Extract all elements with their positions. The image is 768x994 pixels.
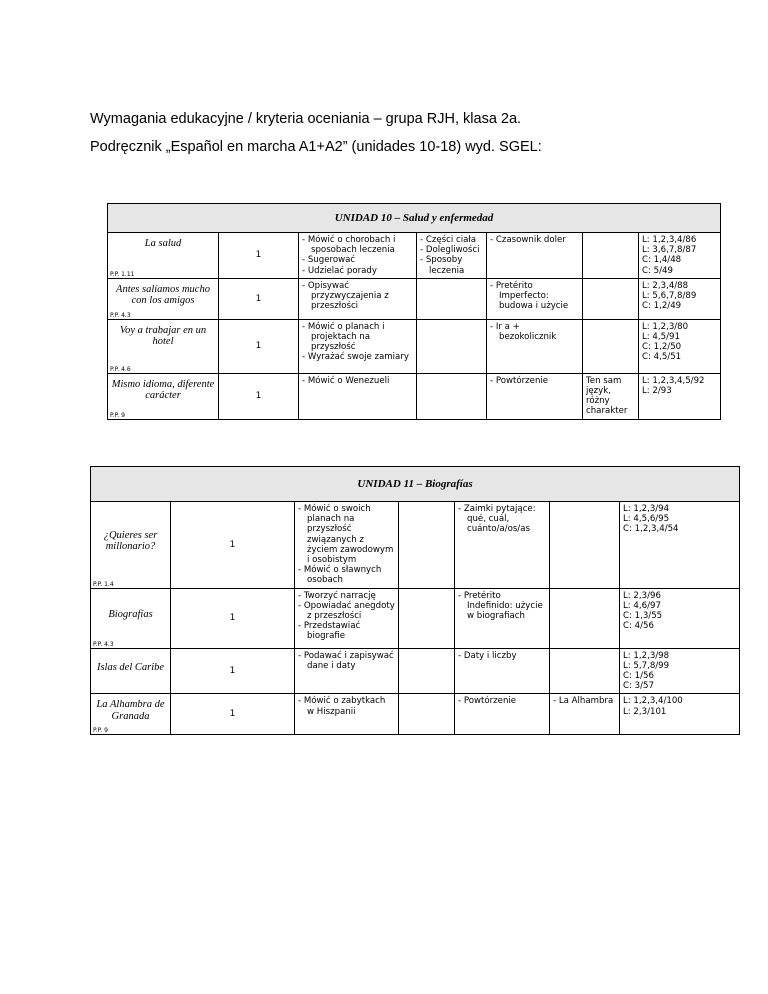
lesson-title: Mismo idioma, diferente carácter — [111, 378, 215, 402]
hours-cell: 1 — [171, 588, 295, 648]
list-item: - Mówić o chorobach i sposobach leczenia — [302, 235, 413, 255]
list-item: - Mówić o sławnych osobach — [298, 565, 395, 585]
text-line: L: 1,2,3/80 — [642, 321, 689, 332]
pp-reference: P.P. 1.11 — [110, 270, 135, 278]
pp-reference: P.P. 4.3 — [110, 311, 131, 319]
empty-cell — [399, 588, 455, 648]
vocabulary-cell — [417, 233, 487, 279]
empty-cell — [399, 502, 455, 589]
list-item: - Ir a + bezokolicznik — [490, 322, 579, 342]
list-item: - Udzielać porady — [302, 266, 413, 276]
culture-cell — [550, 648, 620, 694]
functions-cell — [299, 233, 417, 279]
functions-cell — [299, 278, 417, 319]
text-line: C: 4,5/51 — [642, 352, 682, 363]
text-line: Ten sam język, — [586, 375, 622, 397]
functions-list — [298, 651, 395, 671]
text-line: L: 2/93 — [642, 386, 672, 397]
list-item: - Podawać i zapisywać dane i daty — [298, 651, 395, 671]
culture-cell — [583, 233, 639, 279]
grammar-list — [490, 376, 579, 386]
list-item: - Wyrażać swoje zamiary — [302, 352, 413, 362]
list-item: - Powtórzenie — [490, 376, 579, 386]
text-line: C: 1,3/55 — [623, 611, 663, 622]
pp-reference: P.P. 1.4 — [93, 580, 114, 588]
functions-list — [298, 696, 395, 716]
lesson-title: La Alhambra de Granada — [96, 699, 165, 722]
pp-reference: P.P. 4.3 — [93, 640, 114, 648]
list-item: - Mówić o swoich planach na przyszłość związanych z życiem zawodowym i osobistym — [298, 504, 395, 565]
culture-cell — [550, 694, 620, 735]
lesson-cell — [108, 233, 219, 279]
text-line: C: 1,2/49 — [642, 301, 682, 312]
grammar-cell — [455, 502, 550, 589]
functions-cell — [295, 502, 399, 589]
table-row — [108, 373, 721, 419]
grammar-cell — [455, 648, 550, 694]
lesson-cell — [108, 373, 219, 419]
list-item: - La Alhambra — [553, 696, 616, 706]
lesson-title: Antes salíamos mucho con los amigos — [116, 283, 210, 307]
materials-cell — [620, 648, 740, 694]
hours-cell: 1 — [171, 694, 295, 735]
text-line: C: 3/57 — [623, 681, 654, 692]
list-item: - Mówić o zabytkach w Hiszpanii — [298, 696, 395, 716]
materials-cell — [620, 588, 740, 648]
materials-list — [642, 281, 717, 312]
list-item: - Opisywać przyzwyczajenia z przeszłości — [302, 281, 413, 312]
list-item: - Dolegliwości — [420, 245, 483, 255]
materials-list — [623, 696, 736, 716]
grammar-list — [490, 281, 579, 312]
lesson-cell — [91, 694, 171, 735]
text-line: L: 3,6,7,8/87 — [642, 245, 697, 256]
materials-list — [642, 376, 717, 396]
text-line: C: 4/56 — [623, 621, 654, 632]
list-item: - Opowiadać anegdoty z przeszłości — [298, 601, 395, 621]
text-line: L: 1,2,3,4,5/92 — [642, 375, 705, 386]
text-line: L: 1,2,3/98 — [623, 650, 670, 661]
list-item: - Mówić o Wenezueli — [302, 376, 413, 386]
text-line: C: 1,4/48 — [642, 255, 682, 266]
vocabulary-list — [420, 235, 483, 276]
culture-cell — [583, 278, 639, 319]
list-item: - Czasownik doler — [490, 235, 579, 245]
grammar-cell — [487, 278, 583, 319]
grammar-cell — [455, 588, 550, 648]
materials-cell — [639, 233, 721, 279]
table-row — [108, 233, 721, 279]
pp-reference: P.P. 9 — [93, 727, 108, 735]
grammar-list — [458, 651, 546, 661]
functions-list — [302, 376, 413, 386]
functions-cell — [295, 588, 399, 648]
lesson-title: La salud — [144, 238, 182, 249]
functions-list — [302, 322, 413, 363]
text-line: L: 2,3/96 — [623, 590, 661, 601]
unit-11-title: UNIDAD 11 – Biografías — [91, 467, 740, 502]
table-row — [108, 319, 721, 373]
pp-reference: P.P. 9 — [110, 411, 125, 419]
grammar-list — [458, 696, 546, 706]
vocabulary-cell — [417, 373, 487, 419]
functions-list — [298, 504, 395, 586]
functions-cell — [299, 373, 417, 419]
hours-cell: 1 — [219, 319, 299, 373]
text-line: L: 5,7,8/99 — [623, 660, 670, 671]
grammar-list — [458, 504, 546, 535]
functions-list — [298, 591, 395, 642]
list-item: - Powtórzenie — [458, 696, 546, 706]
materials-list — [623, 591, 736, 632]
list-item: - Daty i liczby — [458, 651, 546, 661]
materials-list — [642, 322, 717, 363]
hours-cell: 1 — [219, 278, 299, 319]
culture-text — [586, 376, 635, 417]
culture-list — [553, 696, 616, 706]
grammar-cell — [455, 694, 550, 735]
hours-cell: 1 — [171, 502, 295, 589]
text-line: L: 2,3,4/88 — [642, 280, 689, 291]
text-line: różny charakter — [586, 396, 628, 417]
materials-list — [623, 651, 736, 692]
text-line: L: 1,2,3/94 — [623, 504, 670, 514]
unit-10-title: UNIDAD 10 – Salud y enfermedad — [108, 204, 721, 233]
functions-cell — [295, 648, 399, 694]
grammar-list — [458, 591, 546, 622]
document-heading: Wymagania edukacyjne / kryteria oceniania – grupa RJH, klasa 2a. — [90, 111, 522, 127]
grammar-cell — [487, 373, 583, 419]
materials-list — [623, 504, 736, 535]
text-line: L: 4,5/91 — [642, 332, 680, 343]
grammar-cell — [487, 233, 583, 279]
table-row — [91, 694, 740, 735]
materials-cell — [620, 694, 740, 735]
text-line: L: 2,3/101 — [623, 706, 667, 717]
table-row — [91, 588, 740, 648]
unit-10-table — [107, 203, 721, 420]
text-line: L: 4,6/97 — [623, 600, 661, 611]
empty-cell — [399, 694, 455, 735]
text-line: L: 4,5,6/95 — [623, 514, 670, 525]
materials-cell — [639, 319, 721, 373]
list-item: - Sposoby leczenia — [420, 255, 483, 275]
functions-cell — [299, 319, 417, 373]
grammar-cell — [487, 319, 583, 373]
functions-list — [302, 281, 413, 312]
vocabulary-cell — [417, 278, 487, 319]
lesson-title: Biografías — [108, 608, 153, 620]
text-line: C: 1/56 — [623, 671, 654, 682]
pp-reference: P.P. 4.6 — [110, 365, 131, 373]
lesson-cell — [91, 588, 171, 648]
textbook-line: Podręcznik „Español en marcha A1+A2” (unidades 10-18) wyd. SGEL: — [90, 139, 542, 155]
lesson-cell — [108, 278, 219, 319]
hours-cell: 1 — [219, 233, 299, 279]
text-line: C: 5/49 — [642, 265, 673, 276]
empty-cell — [399, 648, 455, 694]
table-row — [108, 278, 721, 319]
list-item: - Przedstawiać biografie — [298, 621, 395, 641]
lesson-cell — [91, 502, 171, 589]
table-row — [91, 648, 740, 694]
vocabulary-cell — [417, 319, 487, 373]
text-line: L: 5,6,7,8/89 — [642, 291, 697, 302]
lesson-cell — [91, 648, 171, 694]
list-item: - Zaimki pytające: qué, cuál, cuánto/a/os/as — [458, 504, 546, 535]
list-item: - Sugerować — [302, 255, 413, 265]
materials-cell — [639, 373, 721, 419]
lesson-title: Islas del Caribe — [96, 661, 165, 673]
culture-cell — [550, 588, 620, 648]
hours-cell: 1 — [171, 648, 295, 694]
list-item: - Mówić o planach i projektach na przyszłość — [302, 322, 413, 353]
text-line: C: 1,2/50 — [642, 342, 682, 353]
grammar-list — [490, 235, 579, 245]
table-row — [91, 502, 740, 589]
materials-cell — [639, 278, 721, 319]
culture-cell — [583, 319, 639, 373]
materials-list — [642, 235, 717, 276]
text-line: L: 1,2,3,4/86 — [642, 235, 697, 245]
lesson-title: Voy a trabajar en un hotel — [119, 324, 207, 348]
list-item: - Części ciała — [420, 235, 483, 245]
unit-11-table — [90, 466, 740, 735]
culture-cell — [550, 502, 620, 589]
grammar-list — [490, 322, 579, 342]
list-item: - Pretérito Indefinido: użycie w biografiach — [458, 591, 546, 622]
list-item: - Tworzyć narrację — [298, 591, 395, 601]
culture-cell — [583, 373, 639, 419]
lesson-cell — [108, 319, 219, 373]
lesson-title: ¿Quieres ser millonario? — [103, 529, 158, 553]
functions-list — [302, 235, 413, 276]
text-line: C: 1,2,3,4/54 — [623, 524, 679, 535]
functions-cell — [295, 694, 399, 735]
materials-cell — [620, 502, 740, 589]
hours-cell: 1 — [219, 373, 299, 419]
list-item: - Pretérito Imperfecto: budowa i użycie — [490, 281, 579, 312]
text-line: L: 1,2,3,4/100 — [623, 696, 683, 707]
